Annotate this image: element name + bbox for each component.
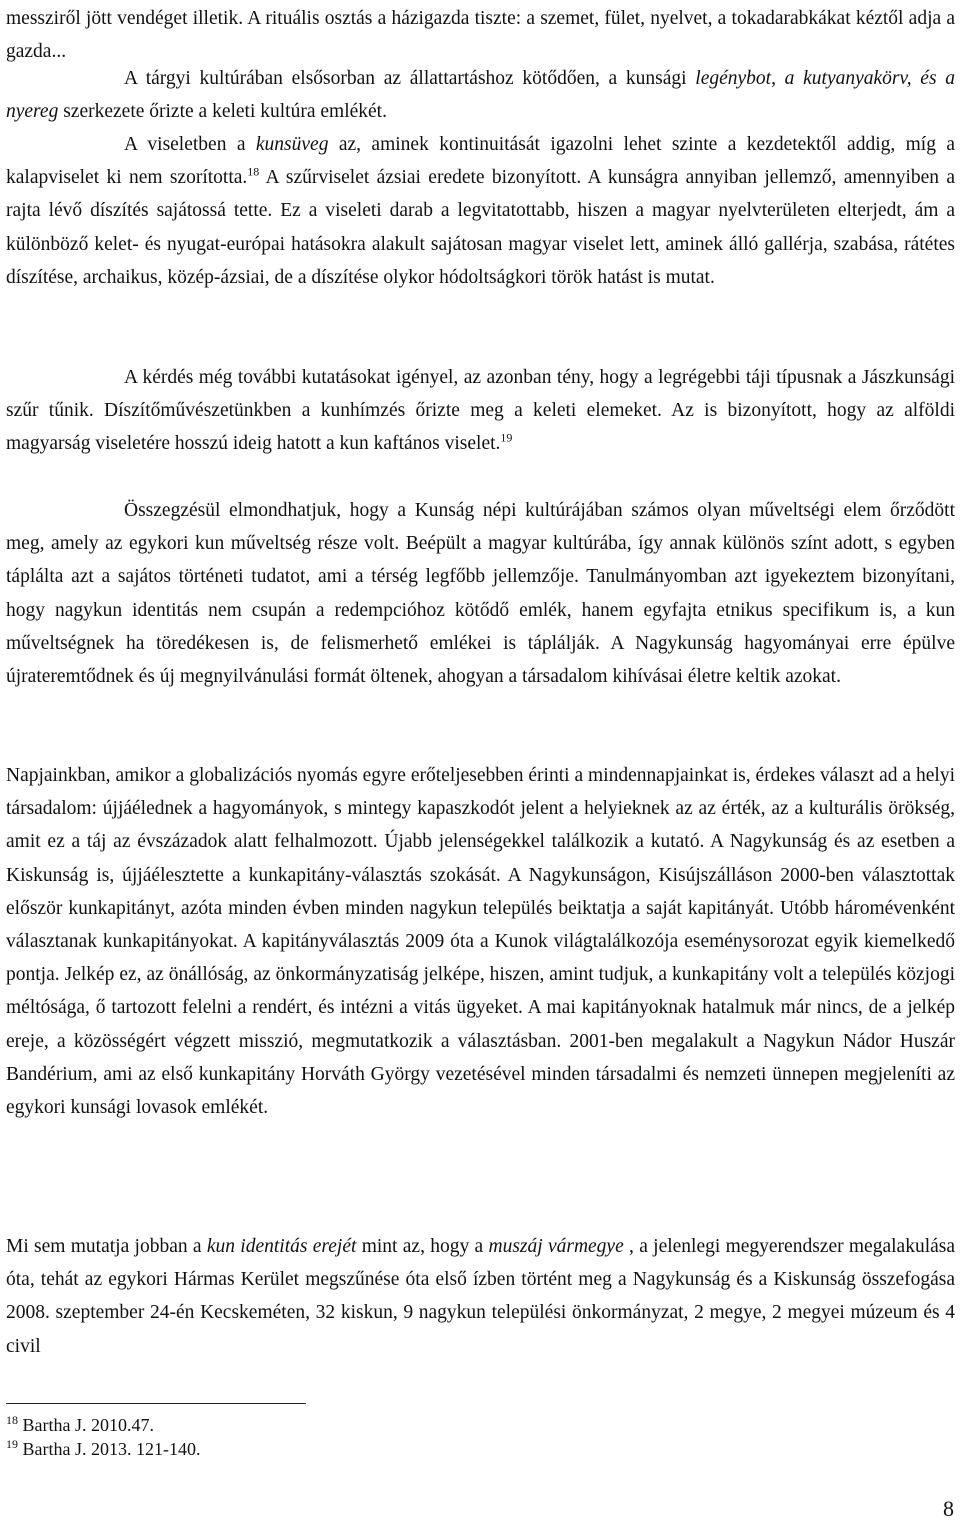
paragraph-clothing (6, 128, 955, 294)
paragraph-text: Napjainkban, amikor a globalizációs nyomás egyre erőteljesebben érinti a mindennapjainkat is, érdekes választ ad a helyi társadalom: újjáélednek a hagyományok, s mintegy kapaszkodót jelent a helyieknek az az érték, az a kulturális örökség, amit ez a táj az évszázadok alatt felhalmozott. Újabb jelenségekkel találkozik a kutató. A Nagykunság és az esetben a Kiskunság is, újjáélesztette a kunkapitány-választás szokását. A Nagykunságon, Kisújszálláson 2000-ben választottak először kunkapitányt, azóta minden évben minden nagykun település beiktatja a saját kapitányát. Utóbb háromévenként választanak kunkapitányokat. A kapitányválasztás 2009 óta a Kunok világtalálkozója eseménysorozat egyik kiemelkedő pontja. Jelkép ez, az önállóság, az önkormányzatiság jelképe, hiszen, amint tudjuk, a kunkapitány volt a település közjogi méltósága, ő tartozott felelni a rendért, és intézni a vitás ügyeket. A mai kapitányoknak hatalmuk már nincs, de a jelkép ereje, a közösségért végzett misszió, megmutatkozik a választásban. 2001-ben megalakult a Nagykun Nádor Huszár Bandérium, ami az első kunkapitány Horváth György vezetésével minden társadalmi és nemzeti ünnepen megjeleníti az egykori kunsági lovasok emlékét. (6, 765, 955, 1119)
page-number: 8 (943, 1496, 954, 1521)
paragraph-text: A szűrviselet ázsiai eredete bizonyított. A kunságra annyiban jellemző, amennyiben a rajta lévő díszítés sajátossá tette. Ez a viseleti darab a legvitatottabb, hiszen a magyar nyelvterületen elterjedt, ám a különböző kelet- és nyugat-európai hatásokra alakult sajátosan magyar viselet lett, aminek álló gallérja, szabása, rátétes díszítése, archaikus, közép-ázsiai, de a díszítése olykor hódoltságkori török hatást is mutat. (6, 167, 955, 288)
footnote-text: Bartha J. 2013. 121-140. (18, 1439, 201, 1459)
footnote-number: 18 (6, 1413, 18, 1427)
paragraph-text: mint az, hogy a (356, 1236, 489, 1257)
paragraph-text: Összegzésül elmondhatjuk, hogy a Kunság népi kultúrájában számos olyan műveltségi elem őrződött meg, amely az egykori kun műveltség része volt. Beépült a magyar kultúrába, így annak különös színt adott, s egyben táplálta azt a sajátos történeti tudatot, ami a térség legfőbb jellemzője. Tanulmányomban azt igyekeztem bizonyítani, hogy nagykun identitás nem csupán a redempcióhoz kötődő emlék, hanem egyfajta etnikus specifikum is, a kun műveltségnek ha töredékesen is, de felismerhető emlékei is táplálják. A Nagykunság hagyományai erre épülve újrateremtődnek és új megnyilvánulási formát öltenek, ahogyan a társadalom kihívásai életre keltik azokat. (6, 500, 955, 688)
paragraph-continuation (6, 2, 955, 68)
footnote-ref-19: 19 (500, 430, 513, 445)
paragraph-text: szerkezete őrizte a keleti kultúra emlékét. (58, 101, 387, 123)
italic-term: muszáj vármegye (488, 1236, 624, 1257)
paragraph-text: az, aminek kontinuitását igazolni lehet szinte a kezdetektől addig, míg a kalapviselet ki nem szorította. (6, 134, 956, 189)
italic-term: kun identitás erejét (206, 1236, 357, 1257)
paragraph-summary (6, 494, 955, 693)
paragraph-text: A tárgyi kultúrában elsősorban az állattartáshoz kötődően, a kunsági (124, 68, 696, 89)
footnote-divider (6, 1403, 306, 1404)
footnote-text: Bartha J. 2010.47. (18, 1415, 154, 1435)
paragraph-present-day (6, 759, 955, 1124)
footnote-ref-18: 18 (247, 164, 260, 179)
paragraph-research (6, 361, 955, 461)
paragraph-text: messziről jött vendéget illetik. A rituális osztás a házigazda tiszte: a szemet, fület, nyelvet, a tokadarabkákat kéztől adja a gazda... (6, 8, 955, 63)
italic-term: legénybot, a kutyanyakörv, és a nyereg (6, 68, 955, 123)
paragraph-material-culture (6, 62, 955, 128)
footnote-19 (6, 1438, 200, 1460)
paragraph-text: , a jelenlegi megyerendszer megalakulása óta, tehát az egykori Hármas Kerület megszűnése óta első ízben történt meg a Nagykunság és a Kiskunság összefogása 2008. szeptember 24-én Kecskeméten, 32 kiskun, 9 nagykun települési önkormányzat, 2 megye, 2 megyei múzeum és 4 civil (6, 1236, 956, 1357)
footnote-number: 19 (6, 1437, 18, 1451)
footnote-18 (6, 1414, 154, 1436)
paragraph-text: Mi sem mutatja jobban a (6, 1236, 207, 1257)
italic-term: kunsüveg (255, 134, 329, 155)
paragraph-text: A viseletben a (124, 134, 256, 155)
paragraph-text: A kérdés még további kutatásokat igényel, az azonban tény, hogy a legrégebbi táji típusnak a Jászkunsági szűr tűnik. Díszítőművészetünkben a kunhímzés őrizte meg a keleti elemeket. Az is bizonyított, hogy az alföldi magyarság viseletére hosszú ideig hatott a kun kaftános viselet. (6, 367, 955, 455)
paragraph-cooperation (6, 1230, 955, 1363)
